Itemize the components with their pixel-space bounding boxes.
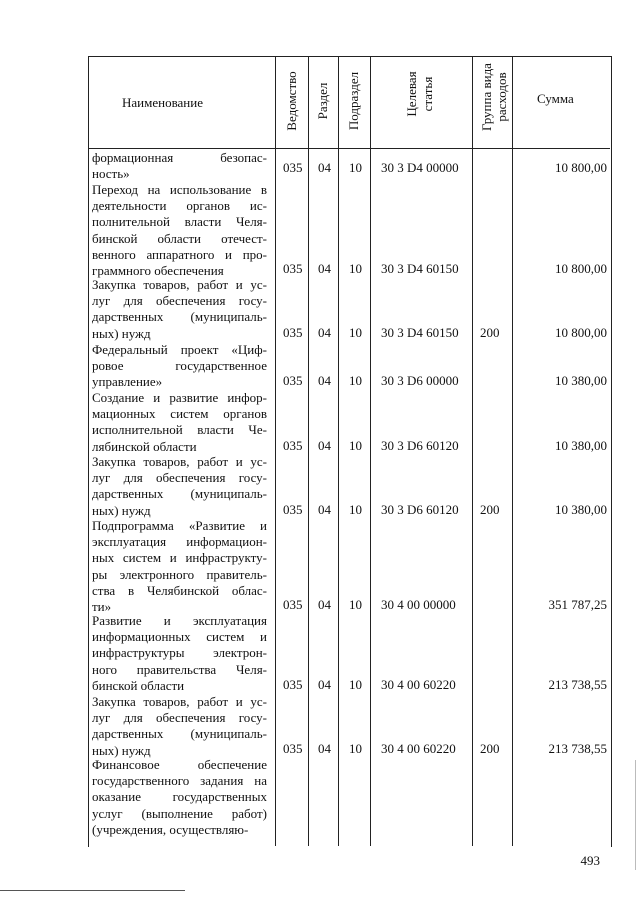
- row-summa: 10 380,00: [555, 438, 607, 453]
- row-celevaya-statya: 30 3 D4 60150: [381, 325, 459, 340]
- header-vedomstvo: Ведомство: [284, 71, 299, 131]
- row-name-line: венного аппаратного и про-: [92, 246, 267, 262]
- header-razdel: Раздел: [315, 82, 330, 120]
- footer-rule: [0, 890, 185, 891]
- header-gruppa-line2: расходов: [494, 72, 509, 122]
- row-vedomstvo: 035: [283, 597, 303, 612]
- row-vedomstvo: 035: [283, 261, 303, 276]
- row-summa: 10 380,00: [555, 373, 607, 388]
- header-podrazdel: Подраздел: [346, 71, 361, 131]
- row-summa: 213 738,55: [548, 677, 607, 692]
- row-vedomstvo: 035: [283, 373, 303, 388]
- row-name-line: луг для обеспечения госу-: [92, 470, 267, 486]
- column-divider: [370, 56, 371, 846]
- row-name-line: ного правительства Челя-: [92, 661, 267, 677]
- row-name: [92, 277, 267, 342]
- row-celevaya-statya: 30 4 00 60220: [381, 741, 456, 756]
- row-celevaya-statya: 30 3 D6 60120: [381, 502, 459, 517]
- row-summa: 10 800,00: [555, 261, 607, 276]
- row-gruppa: 200: [480, 325, 500, 340]
- row-name-line: Федеральный проект «Циф-: [92, 342, 267, 357]
- row-name: [92, 518, 267, 615]
- row-podrazdel: 10: [349, 741, 362, 756]
- row-razdel: 04: [318, 373, 331, 388]
- row-name-line: инфраструктуры электрон-: [92, 645, 267, 661]
- row-summa: 10 380,00: [555, 502, 607, 517]
- row-name-line: дарственных (муниципаль-: [92, 309, 267, 325]
- row-name-line: лябинской области: [92, 438, 197, 454]
- row-name-line: Закупка товаров, работ и ус-: [92, 454, 267, 469]
- row-gruppa: 200: [480, 741, 500, 756]
- row-podrazdel: 10: [349, 677, 362, 692]
- row-vedomstvo: 035: [283, 160, 303, 175]
- row-name-line: дарственных (муниципаль-: [92, 486, 267, 502]
- row-podrazdel: 10: [349, 438, 362, 453]
- row-name-line: ных) нужд: [92, 742, 151, 758]
- row-name-line: Развитие и эксплуатация: [92, 613, 267, 628]
- row-name: [92, 613, 267, 694]
- row-name-line: мационных систем органов: [92, 406, 267, 422]
- header-celevaya-line1: Целевая: [404, 71, 419, 117]
- row-name-line: Переход на использование в: [92, 182, 267, 197]
- row-name-line: луг для обеспечения госу-: [92, 293, 267, 309]
- row-name-line: ных) нужд: [92, 325, 151, 341]
- row-celevaya-statya: 30 3 D6 60120: [381, 438, 459, 453]
- row-name-line: бинской области отечест-: [92, 230, 267, 246]
- page-number: 493: [580, 853, 600, 868]
- row-name-line: формационная безопас-: [92, 150, 267, 165]
- row-celevaya-statya: 30 4 00 00000: [381, 597, 456, 612]
- row-razdel: 04: [318, 502, 331, 517]
- row-name-line: государственного задания на: [92, 773, 267, 789]
- row-name-line: управление»: [92, 374, 163, 390]
- scan-edge-mark: [635, 760, 636, 870]
- row-summa: 213 738,55: [548, 741, 607, 756]
- row-name-line: Закупка товаров, работ и ус-: [92, 694, 267, 709]
- row-podrazdel: 10: [349, 261, 362, 276]
- row-name-line: Подпрограмма «Развитие и: [92, 518, 267, 533]
- row-name-line: ти»: [92, 599, 112, 615]
- row-name-line: Закупка товаров, работ и ус-: [92, 277, 267, 292]
- row-summa: 10 800,00: [555, 160, 607, 175]
- row-vedomstvo: 035: [283, 325, 303, 340]
- row-razdel: 04: [318, 677, 331, 692]
- column-divider: [472, 56, 473, 846]
- row-name-line: ства в Челябинской облас-: [92, 582, 267, 598]
- row-gruppa: 200: [480, 502, 500, 517]
- row-name-line: услуг (выполнение работ): [92, 805, 267, 821]
- row-name: [92, 182, 267, 279]
- row-name: [92, 342, 267, 391]
- row-name-line: Создание и развитие инфор-: [92, 390, 267, 405]
- row-name-line: луг для обеспечения госу-: [92, 710, 267, 726]
- row-name: [92, 694, 267, 759]
- row-razdel: 04: [318, 741, 331, 756]
- row-name-line: ровое государственное: [92, 358, 267, 374]
- header-name: Наименование: [122, 95, 203, 110]
- row-name-line: дарственных (муниципаль-: [92, 726, 267, 742]
- row-celevaya-statya: 30 3 D6 00000: [381, 373, 459, 388]
- row-name: [92, 150, 267, 182]
- header-celevaya-line2: статья: [420, 76, 435, 112]
- row-name-line: ры электронного правитель-: [92, 566, 267, 582]
- row-vedomstvo: 035: [283, 502, 303, 517]
- column-divider: [275, 56, 276, 846]
- row-razdel: 04: [318, 597, 331, 612]
- row-name-line: оказание государственных: [92, 789, 267, 805]
- row-podrazdel: 10: [349, 502, 362, 517]
- row-razdel: 04: [318, 325, 331, 340]
- row-celevaya-statya: 30 3 D4 00000: [381, 160, 459, 175]
- row-name: [92, 390, 267, 455]
- header-summa: Сумма: [537, 91, 574, 106]
- row-vedomstvo: 035: [283, 741, 303, 756]
- row-podrazdel: 10: [349, 325, 362, 340]
- column-divider: [338, 56, 339, 846]
- row-name-line: информационных систем и: [92, 629, 267, 645]
- row-name: [92, 757, 267, 838]
- row-celevaya-statya: 30 3 D4 60150: [381, 261, 459, 276]
- column-divider: [308, 56, 309, 846]
- row-podrazdel: 10: [349, 597, 362, 612]
- row-razdel: 04: [318, 160, 331, 175]
- row-celevaya-statya: 30 4 00 60220: [381, 677, 456, 692]
- row-name-line: ных) нужд: [92, 502, 151, 518]
- row-name-line: эксплуатация информацион-: [92, 534, 267, 550]
- row-vedomstvo: 035: [283, 438, 303, 453]
- row-razdel: 04: [318, 261, 331, 276]
- row-name: [92, 454, 267, 519]
- row-summa: 351 787,25: [548, 597, 607, 612]
- row-razdel: 04: [318, 438, 331, 453]
- row-name-line: (учреждения, осуществляю-: [92, 821, 249, 837]
- row-name-line: полнительной власти Челя-: [92, 214, 267, 230]
- row-vedomstvo: 035: [283, 677, 303, 692]
- row-podrazdel: 10: [349, 160, 362, 175]
- column-divider: [512, 56, 513, 846]
- row-name-line: деятельности органов ис-: [92, 198, 267, 214]
- row-name-line: граммного обеспечения: [92, 263, 224, 279]
- row-name-line: ность»: [92, 166, 130, 182]
- row-summa: 10 800,00: [555, 325, 607, 340]
- row-name-line: исполнительной власти Че-: [92, 422, 267, 438]
- header-gruppa-line1: Группа вида: [479, 63, 494, 131]
- row-podrazdel: 10: [349, 373, 362, 388]
- row-name-line: ных систем и инфраструкту-: [92, 550, 267, 566]
- row-name-line: Финансовое обеспечение: [92, 757, 267, 772]
- row-name-line: бинской области: [92, 677, 185, 693]
